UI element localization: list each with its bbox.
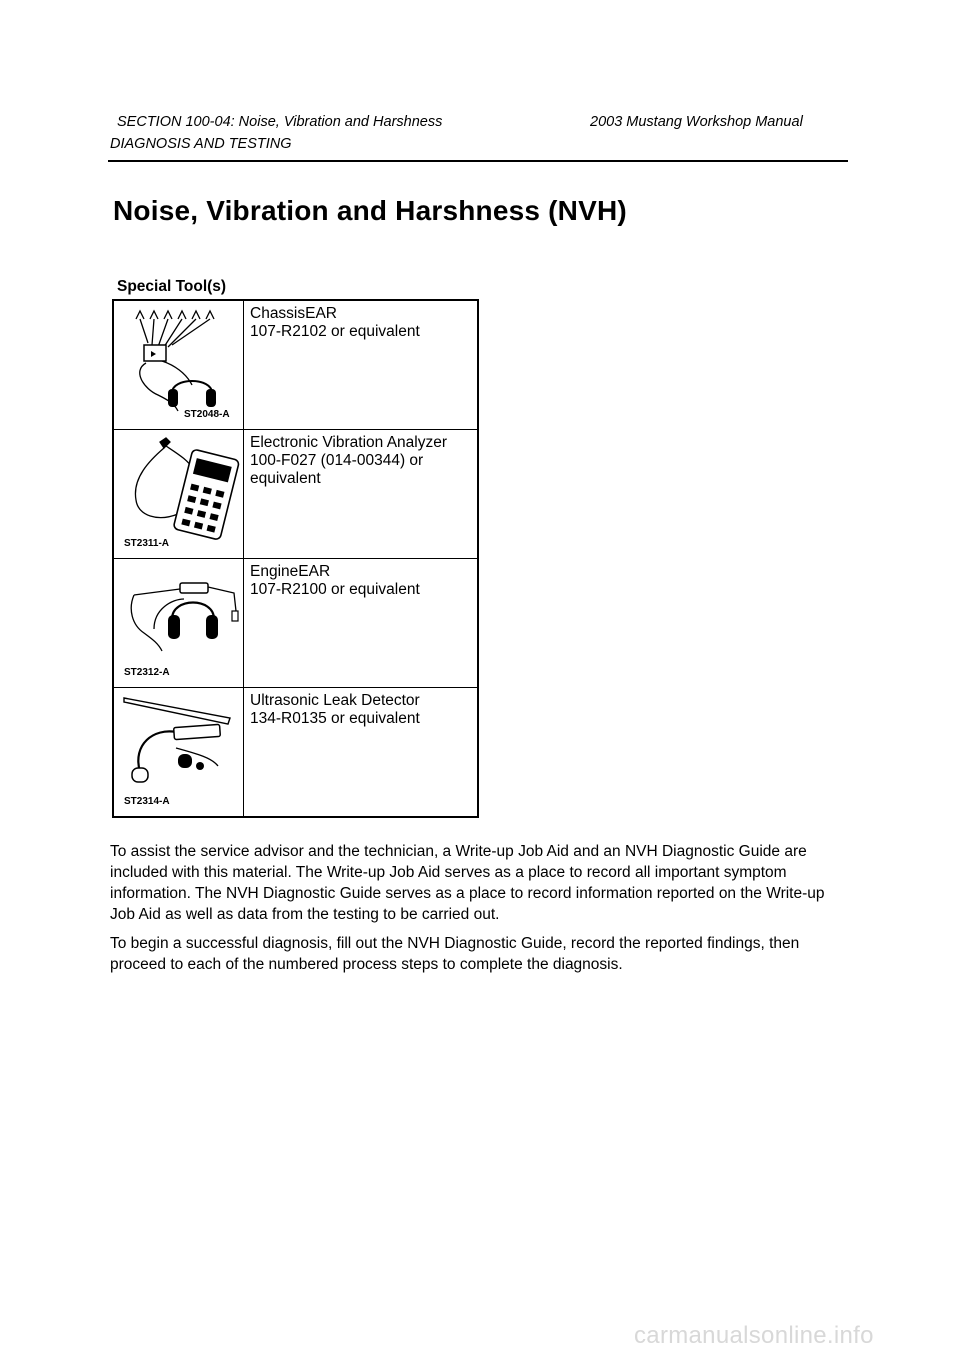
tool-part-number: 107-R2102 or equivalent <box>250 323 420 340</box>
leak-detector-icon <box>114 688 243 815</box>
tool-part-number: 100-F027 (014-00344) or equivalent <box>250 451 424 487</box>
tool-name: Ultrasonic Leak Detector <box>250 691 420 709</box>
header-section: SECTION 100-04: Noise, Vibration and Harshness <box>117 114 443 130</box>
tool-description-cell <box>244 687 479 817</box>
tool-image-cell <box>113 300 244 429</box>
tool-image-cell <box>113 429 244 558</box>
tool-name: Electronic Vibration Analyzer <box>250 433 448 451</box>
tool-part-number: 134-R0135 or equivalent <box>250 709 420 727</box>
figure-label: ST2312-A <box>124 666 170 678</box>
engineear-icon <box>114 559 243 686</box>
tool-image-cell <box>113 558 244 687</box>
tool-row <box>113 429 478 558</box>
page-title: Noise, Vibration and Harshness (NVH) <box>113 195 627 226</box>
header-divider <box>108 160 848 162</box>
tool-part-number: 107-R2100 or equivalent <box>250 580 420 598</box>
tool-row <box>113 558 478 687</box>
tool-image-cell <box>113 687 244 817</box>
figure-label: ST2314-A <box>124 795 170 807</box>
figure-label: ST2311-A <box>124 537 170 549</box>
tool-name: EngineEAR <box>250 562 331 580</box>
special-tools-heading: Special Tool(s) <box>117 278 227 295</box>
intro-paragraph: To assist the service advisor and the technician, a Write-up Job Aid and an NVH Diagnostic Guide are included with this material. The Write-up Job Aid serves as a place to record all important symptom information. The NVH Diagnostic Guide serves as a place to record information reported on the Write-up Job Aid as well as data from the testing to be carried out. <box>110 843 825 923</box>
diagnosis-paragraph: To begin a successful diagnosis, fill out the NVH Diagnostic Guide, record the reported findings, then proceed to each of the numbered process steps to complete the diagnosis. <box>110 935 800 973</box>
tool-row <box>113 687 478 817</box>
tool-description-cell <box>244 429 479 558</box>
tool-name: ChassisEAR <box>250 305 337 322</box>
tool-description-cell <box>244 300 479 429</box>
header-subsection: DIAGNOSIS AND TESTING <box>110 136 292 152</box>
vibration-analyzer-icon <box>114 430 243 557</box>
tool-row <box>113 300 478 429</box>
watermark: carmanualsonline.info <box>634 1322 874 1349</box>
tool-description-cell <box>244 558 479 687</box>
chassisear-icon <box>114 301 243 428</box>
header-manual-title: 2003 Mustang Workshop Manual <box>590 114 803 130</box>
figure-label: ST2048-A <box>184 409 230 420</box>
special-tools-table <box>112 299 479 818</box>
